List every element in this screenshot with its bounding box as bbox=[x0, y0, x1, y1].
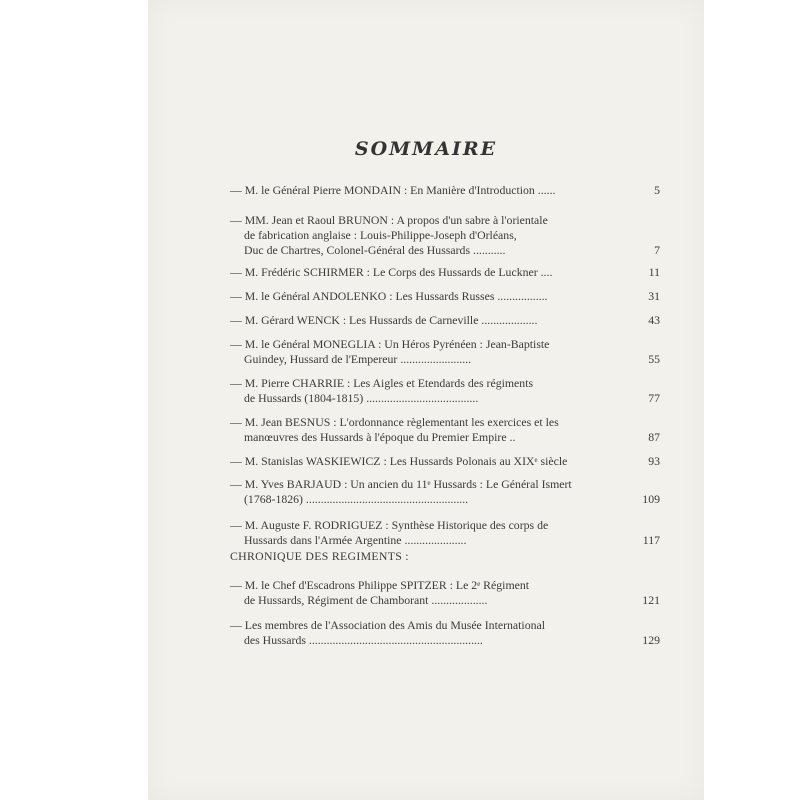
toc-entry-line: — M. le Général Pierre MONDAIN : En Manière d'Introduction ...... bbox=[230, 183, 556, 197]
toc-entry-line: — M. Stanislas WASKIEWICZ : Les Hussards Polonais au XIXᵉ siècle bbox=[230, 454, 568, 468]
toc-page-number: 11 bbox=[648, 265, 660, 279]
toc-entry bbox=[230, 477, 660, 507]
toc-page-number: 129 bbox=[642, 633, 660, 648]
toc-entry-line: — M. Pierre CHARRIE : Les Aigles et Etendards des régiments bbox=[230, 376, 534, 390]
toc-entry-line: — M. Gérard WENCK : Les Hussards de Carneville ................... bbox=[230, 313, 538, 327]
toc-page-number: 117 bbox=[642, 533, 660, 548]
toc-entry-line: des Hussards ........................................................... bbox=[244, 633, 483, 648]
toc-entry-line: de fabrication anglaise : Louis-Philippe-Joseph d'Orléans, bbox=[244, 228, 517, 243]
toc-entry-line: — M. Jean BESNUS : L'ordonnance règlementant les exercices et les bbox=[230, 415, 559, 429]
toc-page-number: 31 bbox=[648, 289, 660, 303]
toc-entry-line: — MM. Jean et Raoul BRUNON : A propos d'un sabre à l'orientale bbox=[230, 213, 548, 227]
toc-entry bbox=[230, 376, 660, 406]
toc-entry bbox=[230, 313, 660, 328]
toc-entry-line: de Hussards (1804-1815) ...................................... bbox=[244, 391, 479, 406]
toc-entry bbox=[230, 578, 660, 608]
toc-entry-line: — M. le Chef d'Escadrons Philippe SPITZER : Le 2ᵉ Régiment bbox=[230, 578, 530, 592]
toc-page-number: 5 bbox=[654, 183, 660, 197]
toc-page-number: 55 bbox=[648, 352, 660, 367]
toc-entry-line: Hussards dans l'Armée Argentine ..................... bbox=[244, 533, 467, 548]
toc-entry-line: — Les membres de l'Association des Amis du Musée International bbox=[230, 618, 546, 632]
toc-entry-line: manœuvres des Hussards à l'époque du Premier Empire .. bbox=[244, 430, 516, 445]
toc-entry bbox=[230, 454, 660, 469]
toc-entry bbox=[230, 183, 660, 198]
toc-entry-line: — M. le Général MONEGLIA : Un Héros Pyrénéen : Jean-Baptiste bbox=[230, 337, 550, 351]
toc-entry bbox=[230, 618, 660, 648]
toc-page-number: 87 bbox=[648, 430, 660, 445]
toc-entry bbox=[230, 213, 660, 259]
toc-entry bbox=[230, 415, 660, 445]
toc-page-number: 43 bbox=[648, 313, 660, 327]
section-heading: CHRONIQUE DES REGIMENTS : bbox=[230, 549, 409, 563]
page-title: SOMMAIRE bbox=[354, 138, 498, 160]
toc-entry-line: — M. Auguste F. RODRIGUEZ : Synthèse Historique des corps de bbox=[230, 518, 549, 532]
toc-page-number: 121 bbox=[642, 593, 660, 608]
toc-entry bbox=[230, 337, 660, 367]
toc-entry-line: Duc de Chartres, Colonel-Général des Hussards ........... bbox=[244, 243, 506, 258]
toc-entry-line: (1768-1826) ....................................................... bbox=[244, 492, 469, 507]
toc-page-number: 93 bbox=[648, 454, 660, 468]
toc-entry-line: Guindey, Hussard de l'Empereur ........................ bbox=[244, 352, 472, 367]
toc-entry-line: — M. Frédéric SCHIRMER : Le Corps des Hussards de Luckner .... bbox=[230, 265, 553, 279]
toc-entry-line: — M. le Général ANDOLENKO : Les Hussards Russes ................. bbox=[230, 289, 548, 303]
toc-entry bbox=[230, 289, 660, 304]
toc-page-number: 77 bbox=[648, 391, 660, 406]
toc-page-number: 7 bbox=[654, 243, 660, 258]
toc-entry-line: — M. Yves BARJAUD : Un ancien du 11ᵉ Hussards : Le Général Ismert bbox=[230, 477, 572, 491]
toc-page-number: 109 bbox=[642, 492, 660, 507]
toc-entry bbox=[230, 518, 660, 548]
toc-entry-line: de Hussards, Régiment de Chamborant ................... bbox=[244, 593, 488, 608]
toc-entry bbox=[230, 265, 660, 280]
